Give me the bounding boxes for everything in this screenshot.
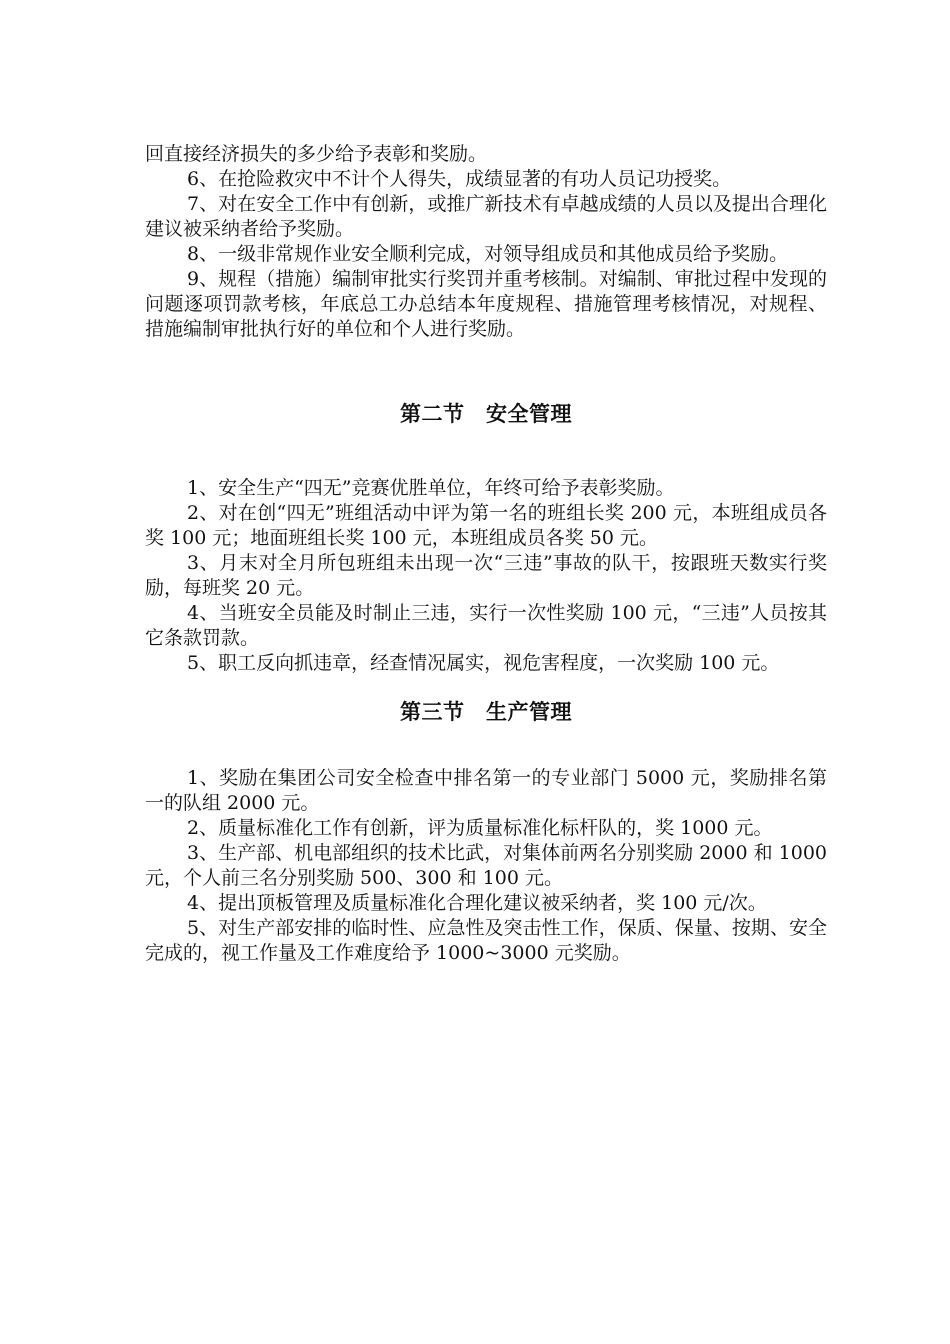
paragraph-continuation: 回直接经济损失的多少给予表彰和奖励。: [145, 143, 488, 165]
section-gap: [145, 726, 827, 766]
section-gap: [145, 428, 827, 476]
safety-item-4: 4、当班安全员能及时制止三违，实行一次性奖励 100 元，“三违”人员按其它条款罚款。: [145, 602, 827, 649]
safety-item-2: 2、对在创“四无”班组活动中评为第一名的班组长奖 200 元，本班组成员各奖 100 元；地面班组长奖 100 元，本班组成员各奖 50 元。: [145, 502, 827, 549]
section-gap: [145, 676, 827, 698]
safety-item-3: 3、月末对全月所包班组未出现一次“三违”事故的队干，按跟班天数实行奖励，每班奖 20 元。: [145, 552, 827, 599]
paragraph-item-8: 8、一级非常规作业安全顺利完成，对领导组成员和其他成员给予奖励。: [187, 243, 789, 265]
section-heading-safety: 第二节 安全管理: [400, 402, 572, 426]
production-item-1: 1、奖励在集团公司安全检查中排名第一的专业部门 5000 元，奖励排名第一的队组 2000 元。: [145, 767, 827, 814]
section-gap: [145, 342, 827, 400]
production-item-4: 4、提出顶板管理及质量标准化合理化建议被采纳者，奖 100 元/次。: [187, 892, 767, 914]
paragraph-item-6: 6、在抢险救灾中不计个人得失，成绩显著的有功人员记功授奖。: [187, 168, 732, 190]
production-item-3: 3、生产部、机电部组织的技术比武，对集体前两名分别奖励 2000 和 1000 元，个人前三名分别奖励 500、300 和 100 元。: [145, 842, 827, 889]
production-item-2: 2、质量标准化工作有创新，评为质量标准化标杆队的，奖 1000 元。: [187, 817, 773, 839]
paragraph-item-9: 9、规程（措施）编制审批实行奖罚并重考核制。对编制、审批过程中发现的问题逐项罚款考核，年底总工办总结本年度规程、措施管理考核情况，对规程、措施编制审批执行好的单位和个人进行奖励。: [145, 268, 827, 340]
safety-item-5: 5、职工反向抓违章，经查情况属实，视危害程度，一次奖励 100 元。: [187, 652, 780, 674]
paragraph-item-7: 7、对在安全工作中有创新，或推广新技术有卓越成绩的人员以及提出合理化建议被采纳者给予奖励。: [145, 193, 827, 240]
section-heading-production: 第三节 生产管理: [400, 700, 572, 724]
production-item-5: 5、对生产部安排的临时性、应急性及突击性工作，保质、保量、按期、安全完成的，视工作量及工作难度给予 1000~3000 元奖励。: [145, 917, 827, 964]
safety-item-1: 1、安全生产“四无”竞赛优胜单位，年终可给予表彰奖励。: [187, 477, 675, 499]
document-page: [145, 142, 827, 966]
